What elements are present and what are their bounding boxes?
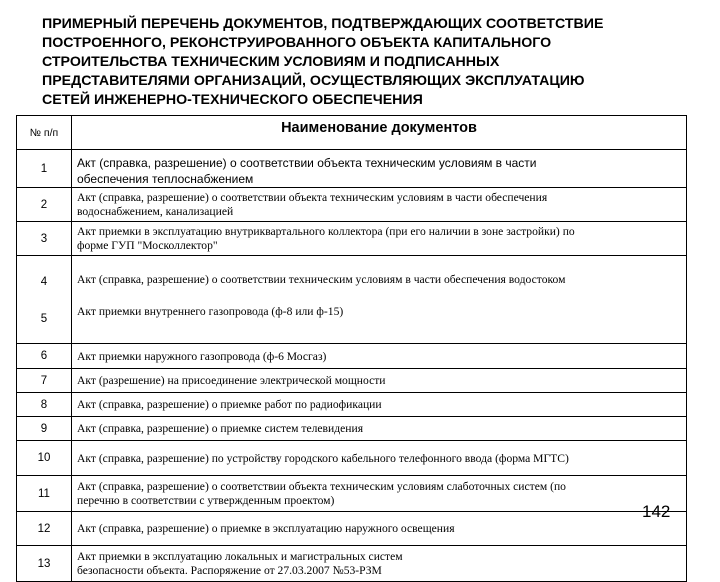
- row-number: 1: [17, 150, 72, 188]
- table-row: [17, 222, 687, 256]
- row-number: 2: [17, 188, 72, 222]
- page-number: 142: [642, 502, 671, 521]
- row-number: 13: [17, 546, 72, 582]
- table-row: [17, 417, 687, 441]
- row-number: 10: [17, 441, 72, 476]
- table-row: [17, 344, 687, 369]
- row-number: 4: [40, 275, 48, 288]
- row-document: Акт (справка, разрешение) о приемке в эксплуатацию наружного освещения: [72, 512, 687, 546]
- table-row: [17, 369, 687, 393]
- row-document: Акт (справка, разрешение) о соответствии техническим условиям в части обеспечения водостоком: [77, 273, 566, 286]
- row-number: 12: [17, 512, 72, 546]
- row-document: Акт (справка, разрешение) о соответствии объекта техническим условиям в части обеспечения водоснабжением, канализацией: [72, 188, 687, 222]
- table-row: [17, 441, 687, 476]
- table-row: [17, 188, 687, 222]
- table-row: [17, 512, 687, 546]
- row-document: Акт (справка, разрешение) по устройству городского кабельного телефонного ввода (форма МГТС): [72, 441, 687, 476]
- documents-table: [16, 115, 687, 582]
- column-header-name: [72, 116, 687, 150]
- row-number: 11: [17, 476, 72, 512]
- row-number-pair: [17, 256, 72, 344]
- row-document: Акт (справка, разрешение) о приемке систем телевидения: [72, 417, 687, 441]
- row-document: Акт (разрешение) на присоединение электрической мощности: [72, 369, 687, 393]
- row-document: Акт приемки в эксплуатацию локальных и магистральных систем безопасности объекта. Распоряжение от 27.03.2007 №53-РЗМ: [72, 546, 687, 582]
- table-row: [17, 150, 687, 188]
- row-number: 5: [40, 312, 48, 325]
- table-row: [17, 393, 687, 417]
- row-number: 7: [17, 369, 72, 393]
- column-header-number: № п/п: [17, 116, 72, 150]
- table-row: [17, 476, 687, 512]
- row-document-pair: [72, 256, 687, 344]
- row-number: 8: [17, 393, 72, 417]
- row-document: Акт приемки в эксплуатацию внутриквартального коллектора (при его наличии в зоне застройки) по форме ГУП "Москоллектор": [72, 222, 687, 256]
- row-document: Акт (справка, разрешение) о соответствии объекта техническим условиям слаботочных систем (по перечню в соответствии с утвержденным проектом): [72, 476, 687, 512]
- row-document: Акт приемки наружного газопровода (ф-6 Мосгаз): [72, 344, 687, 369]
- row-number: 3: [17, 222, 72, 256]
- page-title: ПРИМЕРНЫЙ ПЕРЕЧЕНЬ ДОКУМЕНТОВ, ПОДТВЕРЖДАЮЩИХ СООТВЕТСТВИЕ ПОСТРОЕННОГО, РЕКОНСТРУИРОВАННОГО ОБЪЕКТА КАПИТАЛЬНОГО СТРОИТЕЛЬСТВА ТЕХНИЧЕСКИМ УСЛОВИЯМ И ПОДПИСАННЫХ ПРЕДСТАВИТЕЛЯМИ ОРГАНИЗАЦИЙ, ОСУЩЕСТВЛЯЮЩИХ ЭКСПЛУАТАЦИЮ СЕТЕЙ ИНЖЕНЕРНО-ТЕХНИЧЕСКОГО ОБЕСПЕЧЕНИЯ: [42, 16, 604, 108]
- row-number: 6: [17, 344, 72, 369]
- row-number: 9: [17, 417, 72, 441]
- table-header-row: [17, 116, 687, 150]
- row-document: Акт приемки внутреннего газопровода (ф-8 или ф-15): [77, 305, 344, 318]
- table-row: [17, 546, 687, 582]
- table-row-pair: [17, 256, 687, 344]
- row-document: Акт (справка, разрешение) о соответствии объекта техническим условиям в части обеспечения теплоснабжением: [72, 150, 687, 188]
- row-document: Акт (справка, разрешение) о приемке работ по радиофикации: [72, 393, 687, 417]
- column-header-name-label: Наименование документов: [281, 120, 477, 136]
